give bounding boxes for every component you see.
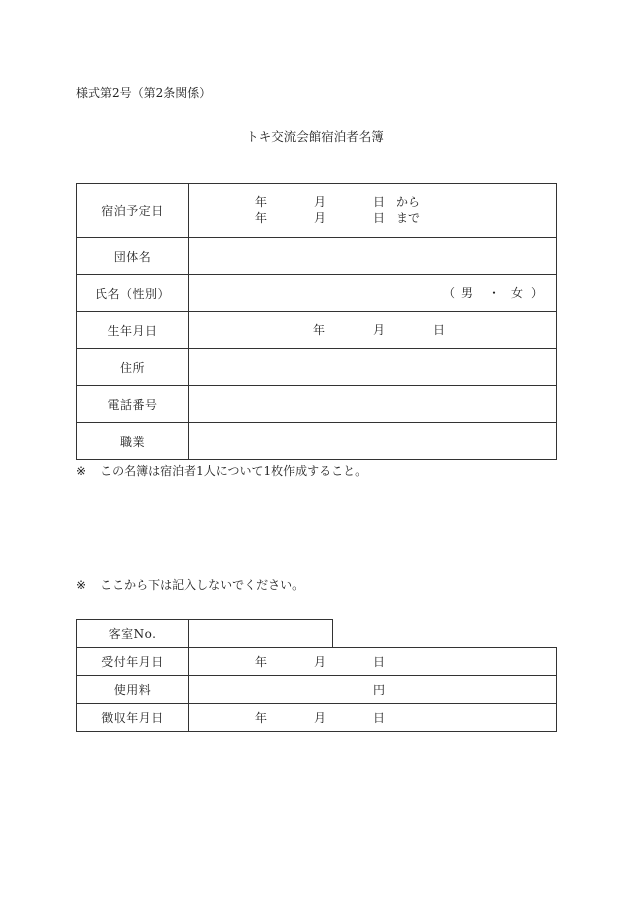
occupation-label: 職業 (77, 423, 189, 460)
group-name-field[interactable] (189, 238, 557, 275)
fee-row (77, 676, 557, 704)
gender-separator: ・ (488, 286, 501, 300)
collected-month-unit: 月 (314, 711, 327, 725)
gender-male-option[interactable]: 男 (461, 286, 474, 300)
received-month-unit: 月 (314, 655, 327, 669)
name-field[interactable] (189, 275, 557, 312)
occupation-row (77, 423, 557, 460)
document-title: トキ交流会館宿泊者名簿 (246, 129, 384, 144)
registry-note (76, 464, 367, 478)
room-number-field[interactable] (189, 620, 333, 648)
room-number-blank (333, 620, 557, 648)
office-use-note-text: ここから下は記入しないでください。 (100, 578, 305, 592)
gender-open-paren: （ (443, 286, 456, 300)
stay-from-suffix: から (396, 195, 421, 209)
collected-year-unit: 年 (255, 711, 268, 725)
phone-row (77, 386, 557, 423)
received-date-row (77, 648, 557, 676)
address-row (77, 349, 557, 386)
name-label: 氏名（性別） (77, 275, 189, 312)
collected-day-unit: 日 (373, 711, 386, 725)
received-date-field[interactable] (189, 648, 557, 676)
stay-period-label: 宿泊予定日 (77, 184, 189, 238)
stay-to-month-unit: 月 (314, 211, 327, 225)
address-label: 住所 (77, 349, 189, 386)
birthdate-label: 生年月日 (77, 312, 189, 349)
office-use-note (76, 578, 304, 592)
gender-female-option[interactable]: 女 (511, 286, 524, 300)
office-use-table (76, 619, 557, 732)
name-row (77, 275, 557, 312)
collected-date-label: 徴収年月日 (77, 704, 189, 732)
room-number-row (77, 620, 557, 648)
stay-to-day-unit: 日 (373, 211, 386, 225)
stay-to-year-unit: 年 (255, 211, 268, 225)
fee-field[interactable] (189, 676, 557, 704)
received-date-label: 受付年月日 (77, 648, 189, 676)
received-year-unit: 年 (255, 655, 268, 669)
collected-date-field[interactable] (189, 704, 557, 732)
form-number: 様式第2号（第2条関係） (76, 86, 212, 100)
group-name-row (77, 238, 557, 275)
birth-month-unit: 月 (373, 323, 386, 337)
birth-day-unit: 日 (433, 323, 446, 337)
received-day-unit: 日 (373, 655, 386, 669)
occupation-field[interactable] (189, 423, 557, 460)
stay-to-suffix: まで (396, 211, 421, 225)
phone-field[interactable] (189, 386, 557, 423)
stay-from-month-unit: 月 (314, 195, 327, 209)
stay-from-day-unit: 日 (373, 195, 386, 209)
fee-label: 使用料 (77, 676, 189, 704)
fee-yen-unit: 円 (373, 683, 386, 697)
registry-note-text: この名簿は宿泊者1人について1枚作成すること。 (100, 464, 368, 478)
guest-registry-table (76, 183, 557, 460)
note-mark: ※ (76, 578, 87, 592)
room-number-label: 客室No. (77, 620, 189, 648)
address-field[interactable] (189, 349, 557, 386)
stay-period-field[interactable] (189, 184, 557, 238)
group-name-label: 団体名 (77, 238, 189, 275)
note-mark: ※ (76, 464, 87, 478)
birthdate-field[interactable] (189, 312, 557, 349)
collected-date-row (77, 704, 557, 732)
stay-period-row (77, 184, 557, 238)
birth-year-unit: 年 (313, 323, 326, 337)
stay-from-year-unit: 年 (255, 195, 268, 209)
gender-close-paren: ） (531, 286, 544, 300)
birthdate-row (77, 312, 557, 349)
phone-label: 電話番号 (77, 386, 189, 423)
